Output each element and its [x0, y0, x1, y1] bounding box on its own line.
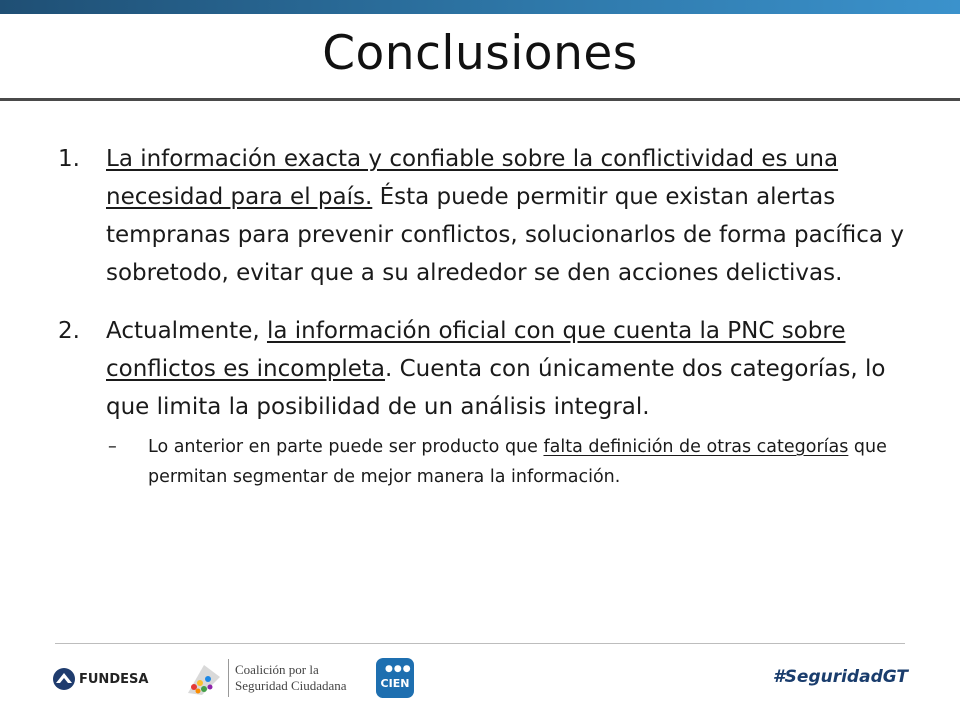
top-accent-bar: [0, 0, 960, 14]
coalicion-mark-icon: [182, 657, 224, 699]
cien-dots-icon: ●●●: [385, 664, 412, 674]
item-text: . Cuenta con únicamente dos categorías, lo que limita la posibilidad de un análisis integral.: [106, 356, 886, 420]
coalicion-separator: [228, 659, 229, 697]
sub-text: que permitan segmentar de mejor manera la información.: [148, 437, 887, 487]
item-underlined-text: la información oficial con que cuenta la PNC sobre conflictos es incompleta: [106, 318, 846, 382]
list-item-1: [58, 140, 908, 292]
coalicion-line-2: Seguridad Ciudadana: [235, 678, 347, 693]
fundesa-logo: [52, 667, 148, 691]
coalicion-line-1: Coalición por la: [235, 662, 319, 677]
item-text: Ésta puede permitir que existan alertas tempranas para prevenir conflictos, solucionarlos de forma pacífica y sobretodo, evitar que a su alrededor se den acciones delictivas.: [106, 184, 904, 286]
cien-label: CIEN: [380, 677, 410, 690]
item-prefix-text: Actualmente,: [106, 318, 267, 344]
sub-prefix-text: Lo anterior en parte puede ser producto que: [148, 437, 544, 457]
coalicion-logo: [182, 657, 347, 699]
sub-underlined-text: falta definición de otras categorías: [543, 437, 849, 457]
list-number: 1.: [58, 146, 80, 172]
footer-logos: [0, 655, 960, 705]
coalicion-label: [235, 662, 347, 694]
list-number: 2.: [58, 318, 80, 344]
item-underlined-text: La información exacta y confiable sobre la conflictividad es una necesidad para el país.: [106, 146, 839, 210]
sub-dash: –: [108, 437, 117, 457]
cien-logo: [376, 658, 414, 698]
fundesa-mark-icon: [52, 667, 76, 691]
hashtag: #SeguridadGT: [772, 667, 908, 687]
sub-item: [58, 432, 908, 492]
fundesa-label: FUNDESA: [79, 671, 149, 687]
slide-body: [58, 140, 908, 492]
footer-divider: [55, 643, 905, 644]
list-item-2: [58, 312, 908, 426]
title-divider: [0, 98, 960, 101]
slide-title: Conclusiones: [322, 26, 638, 81]
